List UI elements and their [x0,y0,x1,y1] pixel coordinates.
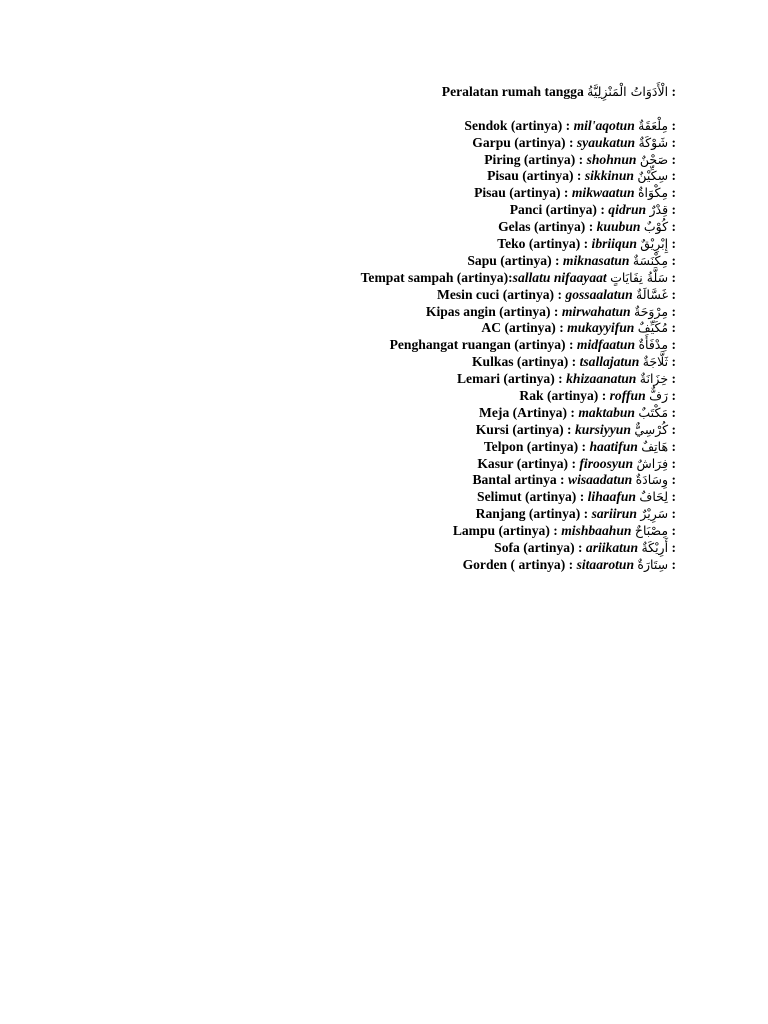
vocab-label: Kasur (artinya) : [477,455,580,471]
vocab-arabic: مُكَيِّفٌ [637,320,669,336]
vocab-arabic: هَاتِفٌ [641,438,669,454]
vocab-row [116,540,676,557]
vocab-row [116,236,676,253]
vocab-transliteration: roffun [609,388,646,404]
heading-suffix: : [671,84,676,99]
vocab-arabic: رَفٌّ [649,388,669,404]
vocab-transliteration: khizaanatun [566,371,637,387]
vocab-row [116,523,676,540]
vocab-label: Bantal artinya : [472,472,568,488]
vocab-arabic: سِكِّيْنٌ [637,168,669,184]
vocab-suffix: : [668,269,676,285]
vocab-row [116,135,676,152]
heading-label: Peralatan rumah tangga [441,84,584,99]
vocab-row [116,287,676,304]
vocab-label: Kursi (artinya) : [475,421,575,437]
vocab-arabic: غَسَّالَةٌ [636,286,669,302]
vocab-row [116,354,676,371]
vocab-transliteration: mil'aqotun [573,117,635,133]
vocab-arabic: مِدْفَأَةٌ [638,337,669,353]
vocab-arabic: وِسَادَةٌ [635,472,669,488]
vocab-row [116,152,676,169]
vocab-label: Gorden ( artinya) : [462,556,577,572]
vocab-arabic: مِلْعَقَةٌ [638,117,669,133]
vocab-transliteration: shohnun [586,151,637,167]
vocab-row [116,219,676,236]
vocab-transliteration: mirwahatun [561,303,631,319]
vocab-arabic: مِكْنَسَةٌ [632,252,669,268]
vocab-label: Sofa (artinya) : [494,540,586,556]
vocab-suffix: : [668,117,676,133]
vocab-suffix: : [668,438,676,454]
vocab-arabic: أَرِيْكَةٌ [641,540,669,556]
vocab-transliteration: mukayyifun [567,320,635,336]
vocab-suffix: : [668,455,676,471]
vocab-label: Lemari (artinya) : [456,371,567,387]
vocab-arabic: ثَلَّاجَةٌ [642,354,669,370]
vocab-row [116,118,676,135]
vocab-label: Telpon (artinya) : [483,438,590,454]
vocab-transliteration: ariikatun [585,540,639,556]
vocab-suffix: : [668,219,676,235]
vocab-row [116,168,676,185]
vocab-label: Selimut (artinya) : [477,489,588,505]
vocab-arabic: كُرْسِيٌّ [634,421,669,437]
vocab-row [116,185,676,202]
vocab-label: Sendok (artinya) : [464,117,574,133]
vocab-arabic: شَوْكَةٌ [638,134,669,150]
vocab-transliteration: firoosyun [579,455,634,471]
vocab-arabic: إِبْرِيْقٌ [640,236,669,252]
vocab-row [116,422,676,439]
vocab-transliteration: syaukatun [576,134,636,150]
vocab-label: Lampu (artinya) : [452,523,562,539]
vocab-transliteration: gossaalatun [565,286,633,302]
vocab-arabic: سَرِيْرٌ [640,506,669,522]
vocab-suffix: : [668,472,676,488]
vocab-suffix: : [668,556,676,572]
vocab-suffix: : [668,489,676,505]
vocab-label: Gelas (artinya) : [498,219,597,235]
vocabulary-list [116,84,676,574]
vocab-label: Pisau (artinya) : [487,168,585,184]
vocab-transliteration: sitaarotun [576,556,635,572]
vocab-label: Rak (artinya) : [519,388,610,404]
vocab-arabic: مِصْبَاحٌ [634,523,669,539]
vocab-transliteration: mikwaatun [571,185,635,201]
vocab-row [116,557,676,574]
vocab-transliteration: midfaatun [576,337,636,353]
vocab-row [116,489,676,506]
vocab-transliteration: kursiyyun [575,421,631,437]
vocab-label: Panci (artinya) : [509,202,609,218]
vocab-suffix: : [668,185,676,201]
vocab-label: Kulkas (artinya) : [471,354,580,370]
vocab-row [116,405,676,422]
vocab-transliteration: haatifun [589,438,638,454]
vocab-row [116,472,676,489]
vocab-arabic: صَحْنٌ [639,151,669,167]
vocab-label: Tempat sampah (artinya): [360,269,513,285]
vocab-suffix: : [668,523,676,539]
vocab-suffix: : [668,506,676,522]
vocab-row [116,253,676,270]
vocab-label: Pisau (artinya) : [474,185,572,201]
vocab-label: AC (artinya) : [481,320,568,336]
vocab-label: Mesin cuci (artinya) : [437,286,566,302]
vocab-transliteration: lihaafun [587,489,636,505]
vocab-suffix: : [668,202,676,218]
vocab-suffix: : [668,404,676,420]
vocab-suffix: : [668,371,676,387]
vocab-suffix: : [668,421,676,437]
vocab-transliteration: tsallajatun [579,354,640,370]
vocab-label: Teko (artinya) : [497,236,592,252]
vocab-row [116,304,676,321]
vocab-arabic: كُوْبٌ [643,219,669,235]
vocab-arabic: سِتَارَةٌ [637,556,669,572]
vocab-row [116,202,676,219]
vocab-suffix: : [668,151,676,167]
vocab-row [116,506,676,523]
vocab-transliteration: miknasatun [562,252,630,268]
heading-line [116,84,676,101]
vocab-arabic: فِرَاشٌ [636,455,669,471]
vocab-label: Penghangat ruangan (artinya) : [389,337,577,353]
vocab-suffix: : [668,354,676,370]
vocab-arabic: لِحَافٌ [639,489,669,505]
vocab-transliteration: ibriiqun [591,236,637,252]
vocab-label: Meja (Artinya) : [479,404,579,420]
vocab-arabic: خِزَانَةٌ [639,371,669,387]
vocab-suffix: : [668,388,676,404]
vocab-row [116,371,676,388]
vocab-suffix: : [668,236,676,252]
vocab-suffix: : [668,320,676,336]
vocab-row [116,388,676,405]
vocab-row [116,270,676,287]
vocab-arabic: سَلَّةُ نِفَايَاتٍ [610,269,669,285]
vocab-suffix: : [668,286,676,302]
vocab-transliteration: wisaadatun [568,472,633,488]
vocab-transliteration: maktabun [578,404,635,420]
vocab-transliteration: qidrun [608,202,647,218]
vocab-suffix: : [668,303,676,319]
vocab-arabic: قِدْرٌ [649,202,669,218]
heading-arabic: الْأَدَوَاتُ الْمَنْزِلِيَّةُ [587,84,669,99]
vocab-label: Ranjang (artinya) : [475,506,592,522]
vocab-arabic: مِكْوَاةٌ [637,185,669,201]
vocab-row [116,320,676,337]
vocab-label: Kipas angin (artinya) : [425,303,562,319]
vocab-label: Sapu (artinya) : [467,252,563,268]
vocab-transliteration: sallatu nifaayaat [512,269,607,285]
vocab-row [116,337,676,354]
vocab-row [116,456,676,473]
vocab-transliteration: sariirun [591,506,637,522]
vocab-transliteration: sikkinun [584,168,634,184]
vocab-suffix: : [668,252,676,268]
vocab-transliteration: mishbaahun [561,523,632,539]
vocab-transliteration: kuubun [596,219,641,235]
vocab-arabic: مَكْتَبٌ [638,404,669,420]
vocab-suffix: : [668,168,676,184]
vocab-label: Piring (artinya) : [484,151,587,167]
vocab-suffix: : [668,337,676,353]
vocab-suffix: : [668,134,676,150]
vocab-label: Garpu (artinya) : [472,134,577,150]
vocab-arabic: مِرْوَحَةٌ [634,303,669,319]
vocab-suffix: : [668,540,676,556]
vocab-row [116,439,676,456]
